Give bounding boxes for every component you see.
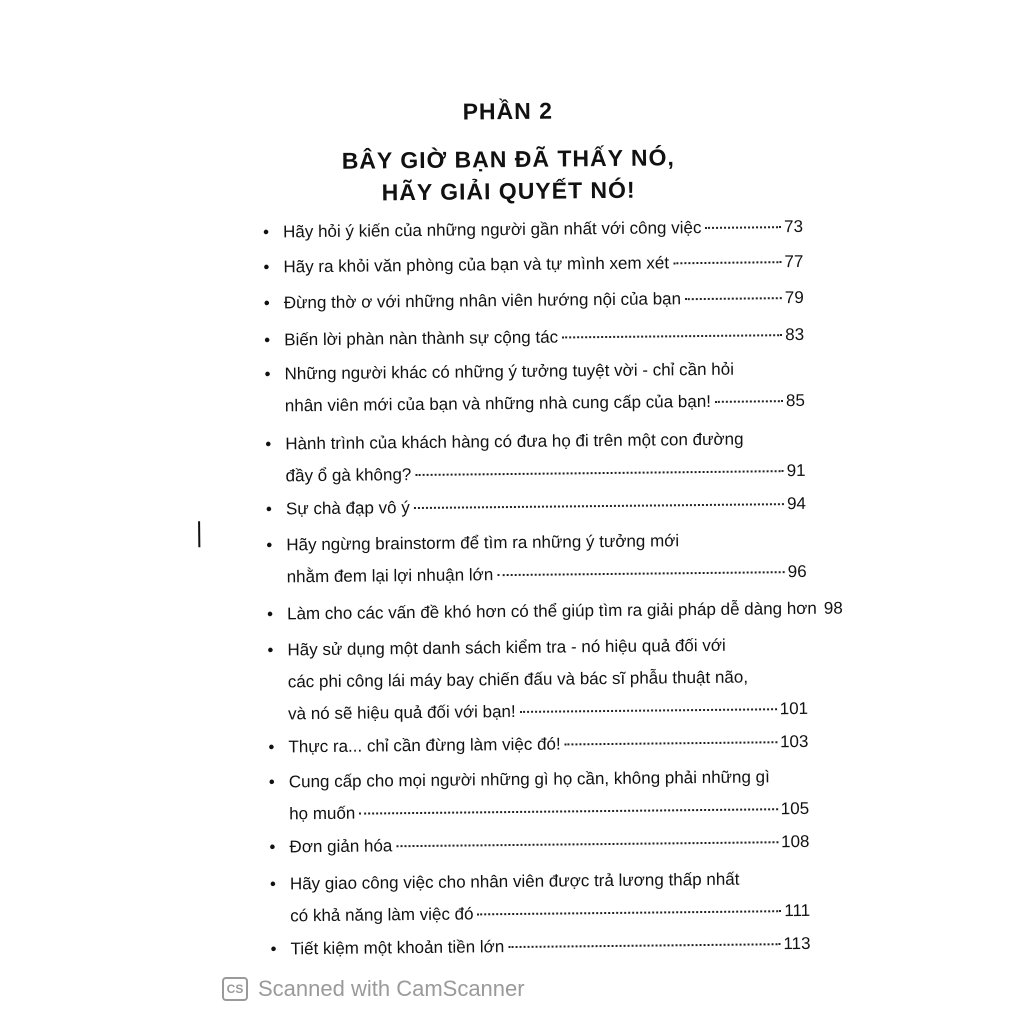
- page-edge-mark: [198, 521, 200, 547]
- toc-page-number: 94: [787, 488, 806, 520]
- dot-leader: [478, 910, 782, 915]
- dot-leader: [562, 334, 782, 338]
- toc-entry-title: Đơn giản hóa: [289, 830, 392, 863]
- toc-entry: [269, 826, 809, 864]
- camscanner-logo-icon: CS: [222, 977, 248, 1001]
- toc-entry: [267, 593, 807, 631]
- toc-page-number: 103: [780, 726, 809, 758]
- toc-entry-final-line: [290, 895, 810, 932]
- dot-leader: [565, 741, 777, 745]
- toc-entry-title-line: Hãy giao công việc cho nhân viên được trả lương thấp nhất: [290, 863, 810, 900]
- toc-entry-title: Biến lời phàn nàn thành sự cộng tác: [284, 322, 558, 357]
- toc-entry-title: đầy ổ gà không?: [285, 459, 411, 492]
- toc-entry-final-line: [289, 826, 809, 863]
- toc-page-number: 77: [784, 246, 803, 278]
- toc-page-number: 111: [784, 895, 810, 927]
- bullet-icon: •: [266, 530, 272, 562]
- dot-leader: [673, 261, 781, 264]
- toc-entry-final-line: [287, 556, 807, 593]
- bullet-icon: •: [268, 732, 274, 764]
- toc-entry: [270, 928, 810, 966]
- bullet-icon: •: [267, 635, 273, 667]
- toc-entry-title: Tiết kiệm một khoản tiền lớn: [290, 931, 504, 965]
- toc-entry-final-line: [283, 211, 803, 248]
- toc-entry: [269, 761, 810, 831]
- dot-leader: [359, 808, 777, 814]
- toc-entry-title: Sự chà đạp vô ý: [286, 492, 410, 525]
- toc-entry-title: và nó sẽ hiệu quả đối với bạn!: [288, 696, 516, 730]
- toc-entry-title-line: Hãy sử dụng một danh sách kiểm tra - nó hiệu quả đối với: [287, 629, 807, 666]
- toc-entry-final-line: [284, 319, 804, 356]
- toc-page-number: 98: [824, 593, 843, 625]
- bullet-icon: •: [266, 494, 272, 526]
- toc-entry-title: Làm cho các vấn đề khó hơn có thể giúp tìm ra giải pháp dễ dàng hơn: [287, 593, 817, 631]
- bullet-icon: •: [267, 599, 273, 631]
- toc-page-number: 105: [781, 793, 810, 825]
- bullet-icon: •: [264, 359, 270, 391]
- toc-page-number: 79: [785, 282, 804, 314]
- toc-entry-final-line: [283, 246, 803, 283]
- toc-entry-title-line: Hãy ngừng brainstorm để tìm ra những ý tưởng mới: [286, 524, 806, 561]
- toc-entry-title: họ muốn: [289, 798, 356, 831]
- toc-entry-title-line: Những người khác có những ý tưởng tuyệt vời - chỉ cần hỏi: [284, 353, 804, 390]
- toc-page-number: 96: [788, 556, 807, 588]
- dot-leader: [715, 400, 783, 403]
- toc-entry-title-line: các phi công lái máy bay chiến đấu và bác sĩ phẫu thuật não,: [288, 661, 808, 698]
- dot-leader: [520, 708, 777, 713]
- toc-entry: [264, 282, 804, 320]
- toc-entry-title: có khả năng làm việc đó: [290, 898, 474, 932]
- watermark-text: Scanned with CamScanner: [258, 976, 525, 1002]
- part-title-line-1: BÂY GIỜ BẠN ĐÃ THẤY NÓ,: [0, 141, 1020, 179]
- dot-leader: [508, 943, 780, 948]
- dot-leader: [685, 297, 782, 300]
- toc-entry-title: Hãy hỏi ý kiến của những người gần nhất với công việc: [283, 212, 702, 248]
- toc-page-number: 101: [780, 693, 809, 725]
- toc-entry-final-line: [289, 793, 809, 830]
- toc-entry: [263, 211, 803, 249]
- toc-entry: [268, 726, 808, 764]
- toc-entry-final-line: [284, 282, 804, 319]
- toc-entry-final-line: [288, 726, 808, 763]
- toc-entry: [266, 488, 806, 526]
- toc-entry-title: nhằm đem lại lợi nhuận lớn: [287, 559, 494, 593]
- dot-leader: [414, 503, 784, 509]
- toc-entry-final-line: [285, 455, 805, 492]
- bullet-icon: •: [263, 252, 269, 284]
- toc-page-number: 91: [786, 455, 805, 487]
- toc-entry: [264, 319, 804, 357]
- toc-entry: [266, 524, 807, 594]
- toc-entry: [267, 629, 808, 731]
- scanner-watermark: [222, 974, 525, 1004]
- toc-entry-title: nhân viên mới của bạn và những nhà cung cấp của bạn!: [285, 386, 711, 422]
- toc-entry: [270, 863, 811, 933]
- toc-entry-final-line: [290, 928, 810, 965]
- bullet-icon: •: [269, 766, 275, 798]
- dot-leader: [497, 571, 785, 576]
- toc-entry-final-line: [285, 385, 805, 422]
- toc-entry-title-line: Cung cấp cho mọi người những gì họ cần, không phải những gì: [289, 761, 809, 798]
- toc-entry: [265, 423, 806, 493]
- toc-entry-title: Thực ra... chỉ cần đừng làm việc đó!: [288, 729, 561, 764]
- toc-entry-title: Đừng thờ ơ với những nhân viên hướng nội của bạn: [284, 283, 682, 319]
- bullet-icon: •: [270, 933, 276, 965]
- bullet-icon: •: [264, 325, 270, 357]
- toc-page-number: 85: [786, 385, 805, 417]
- toc-entry-title: Hãy ra khỏi văn phòng của bạn và tự mình xem xét: [283, 247, 669, 283]
- part-heading: PHẦN 2: [0, 93, 1020, 131]
- toc-entry-final-line: [288, 693, 808, 730]
- toc-entry: [263, 246, 803, 284]
- toc-page-number: 108: [781, 826, 810, 858]
- dot-leader: [415, 470, 783, 476]
- toc-entry-title-line: Hành trình của khách hàng có đưa họ đi trên một con đường: [285, 423, 805, 460]
- bullet-icon: •: [263, 217, 269, 249]
- toc-page-number: 83: [785, 319, 804, 351]
- dot-leader: [396, 841, 778, 847]
- bullet-icon: •: [270, 868, 276, 900]
- toc-entry: [264, 353, 805, 423]
- toc-page-number: 113: [783, 928, 810, 960]
- bullet-icon: •: [269, 831, 275, 863]
- bullet-icon: •: [264, 288, 270, 320]
- toc-page-number: 73: [784, 211, 803, 243]
- part-title-line-2: HÃY GIẢI QUYẾT NÓ!: [0, 173, 1021, 211]
- dot-leader: [705, 226, 781, 229]
- toc-entry-final-line: [287, 593, 807, 630]
- bullet-icon: •: [265, 429, 271, 461]
- toc-entry-final-line: [286, 488, 806, 525]
